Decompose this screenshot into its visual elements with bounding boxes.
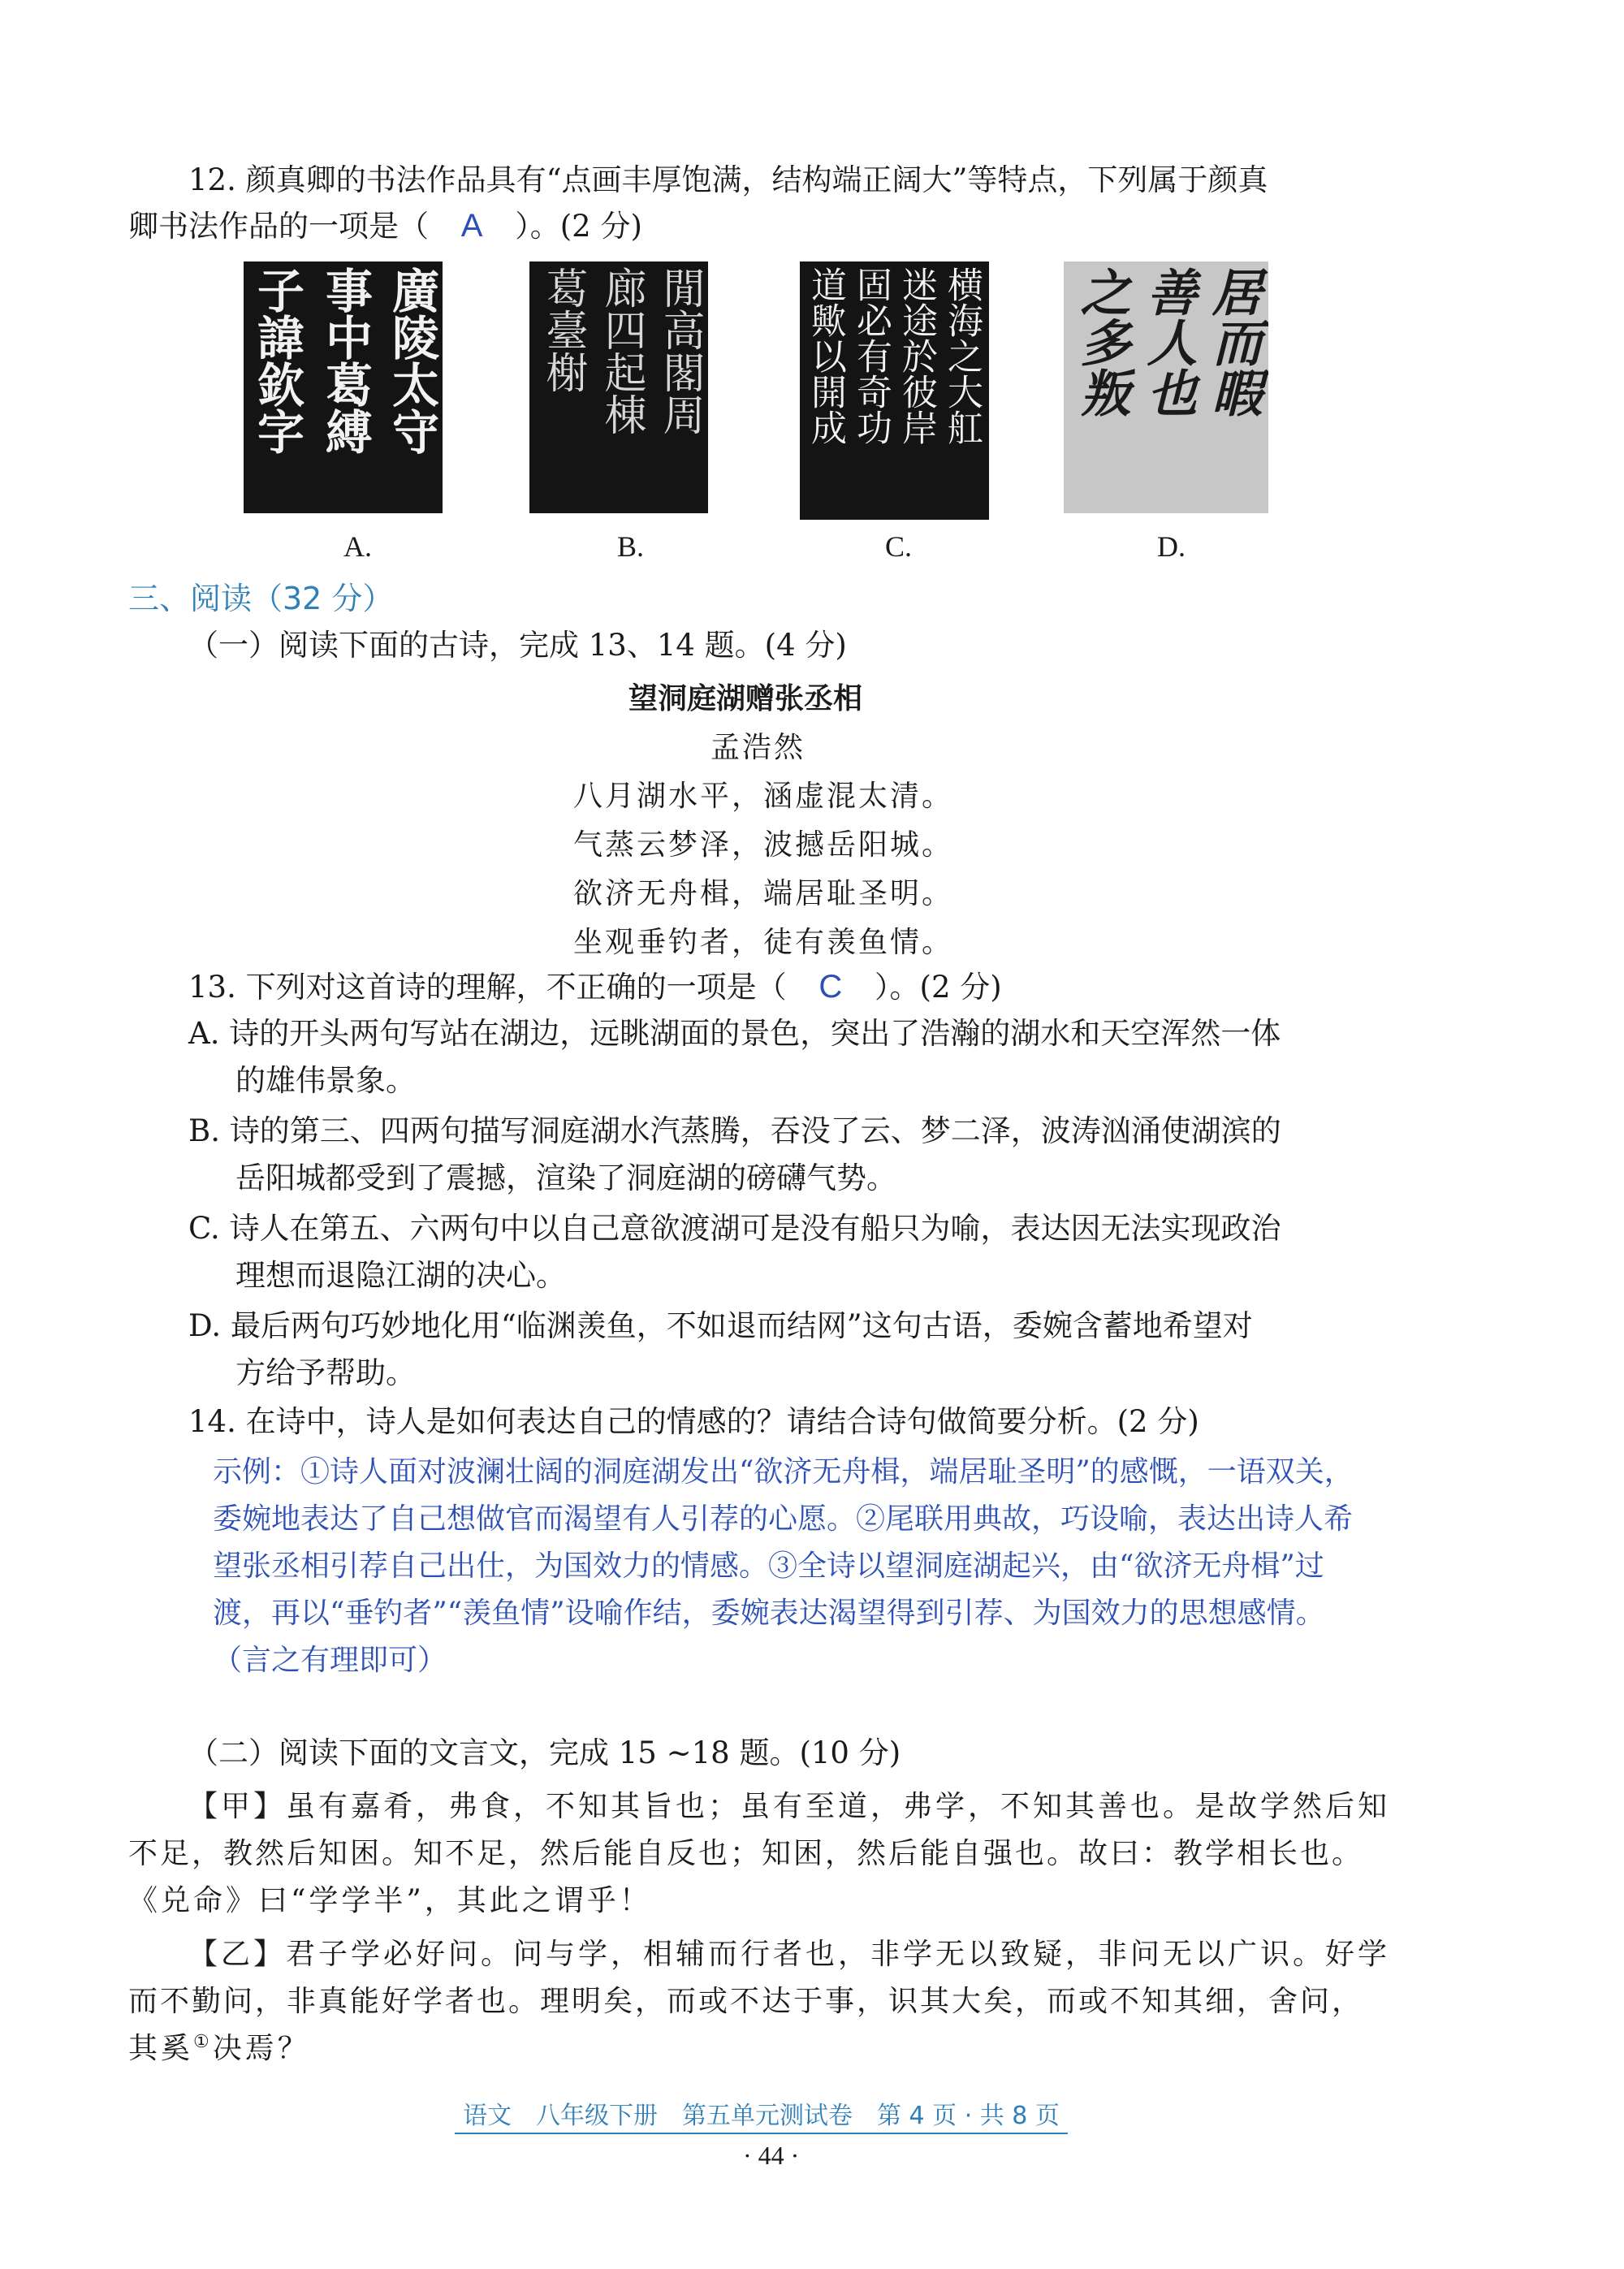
footer-title: 语文 八年级下册 第五单元测试卷 第 4 页 · 共 8 页: [455, 2095, 1068, 2134]
section-heading: 三、阅读（32 分）: [128, 581, 394, 616]
q13-option-d: D. 最后两句巧妙地化用“临渊羡鱼，不如退而结网”这句古语，委婉含蓄地希望对: [188, 1308, 1253, 1343]
q13-answer: C: [818, 969, 843, 1005]
calligraphy-column: 道歟以開成: [805, 266, 846, 445]
poem-line: 八月湖水平，涵虚混太清。: [573, 780, 954, 813]
calligraphy-column: 固必有奇功: [850, 266, 892, 445]
calligraphy-column: 閒高閣周: [655, 266, 704, 435]
calligraphy-sample-a: [244, 261, 443, 513]
q12-line1: 12. 颜真卿的书法作品具有“点画丰厚饱满，结构端正阔大”等特点，下列属于颜真: [188, 162, 1268, 197]
q12-answer: A: [460, 208, 483, 244]
calligraphy-column: 廣陵太守: [384, 266, 439, 455]
page-number: · 44 ·: [743, 2141, 800, 2170]
q13-option-a: A. 诗的开头两句写站在湖边，远眺湖面的景色，突出了浩瀚的湖水和天空浑然一体: [188, 1016, 1281, 1051]
calligraphy-label-b: B.: [617, 530, 645, 563]
q12-line2: [128, 202, 642, 250]
q13-option-d-cont: 方给予帮助。: [235, 1355, 416, 1390]
calligraphy-column: 廊四起棟: [597, 266, 646, 435]
poem-line: 欲济无舟楫，端居耻圣明。: [573, 877, 954, 910]
calligraphy-sample-d: [1064, 261, 1268, 513]
calligraphy-label-d: D.: [1157, 530, 1186, 563]
q14-answer-line: （言之有理即可）: [213, 1644, 447, 1677]
calligraphy-column: 事中葛縛: [317, 266, 373, 455]
part1-intro: （一）阅读下面的古诗，完成 13、14 题。(4 分): [188, 628, 847, 663]
passage-jia-line: 【甲】虽有嘉肴，弗食，不知其旨也；虽有至道，弗学，不知其善也。是故学然后知: [188, 1790, 1391, 1823]
poem-line: 气蒸云梦泽，波撼岳阳城。: [573, 828, 954, 862]
q14-answer-line: 委婉地表达了自己想做官而渴望有人引荐的心愿。②尾联用典故，巧设喻，表达出诗人希: [213, 1502, 1354, 1536]
q13-option-c-cont: 理想而退隐江湖的决心。: [235, 1258, 566, 1293]
calligraphy-column: 之多叛: [1072, 266, 1131, 417]
calligraphy-column: 横海之大舡: [941, 266, 983, 445]
calligraphy-column: 迷途於彼岸: [896, 266, 937, 445]
calligraphy-sample-b: [529, 261, 708, 513]
footnote-marker: ①: [193, 2032, 213, 2052]
passage-yi-text: 决焉？: [212, 2032, 310, 2065]
q13-option-a-cont: 的雄伟景象。: [235, 1063, 416, 1098]
q14-answer-line: 望张丞相引荐自己出仕，为国效力的情感。③全诗以望洞庭湖起兴，由“欲济无舟楫”过: [213, 1549, 1324, 1583]
passage-yi-line: 【乙】君子学必好问。问与学，相辅而行者也，非学无以致疑，非问无以广识。好学: [188, 1938, 1391, 1971]
q12-stem: 卿书法作品的一项是（: [128, 209, 429, 244]
calligraphy-column: 葛臺榭: [538, 266, 587, 393]
calligraphy-label-c: C.: [885, 530, 913, 563]
calligraphy-sample-c: [800, 261, 989, 520]
poem-line: 坐观垂钓者，徒有羡鱼情。: [573, 926, 954, 959]
q13-option-b: B. 诗的第三、四两句描写洞庭湖水汽蒸腾，吞没了云、梦二泽，波涛汹涌使湖滨的: [188, 1113, 1281, 1148]
calligraphy-column: 善人也: [1138, 266, 1198, 417]
poem-title: 望洞庭湖赠张丞相: [628, 682, 863, 715]
passage-jia-line: 《兑命》曰“学学半”，其此之谓乎！: [128, 1884, 652, 1917]
calligraphy-label-a: A.: [343, 530, 372, 563]
passage-yi-line: [128, 2025, 310, 2067]
part2-intro: （二）阅读下面的文言文，完成 15 ~18 题。(10 分): [188, 1735, 901, 1770]
q13-option-b-cont: 岳阳城都受到了震撼，渲染了洞庭湖的磅礴气势。: [235, 1160, 896, 1195]
q13-points: ）。(2 分): [875, 970, 1002, 1005]
q12-points: ）。(2 分): [515, 209, 642, 244]
poem-author: 孟浩然: [710, 731, 806, 764]
calligraphy-column: 子諱欽字: [249, 266, 304, 455]
passage-yi-text: 其奚: [128, 2032, 194, 2065]
q13-option-c: C. 诗人在第五、六两句中以自己意欲渡湖可是没有船只为喻，表达因无法实现政治: [188, 1211, 1281, 1246]
q13-stem: [188, 963, 1002, 1011]
q13-stem-text: 13. 下列对这首诗的理解，不正确的一项是（: [188, 970, 787, 1005]
passage-yi-line: 而不勤问，非真能好学者也。理明矣，而或不达于事，识其大矣，而或不知其细，舍问，: [128, 1985, 1364, 2018]
calligraphy-column: 居而暇: [1203, 266, 1263, 417]
passage-jia-line: 不足，教然后知困。知不足，然后能自反也；知困，然后能自强也。故曰：教学相长也。: [128, 1837, 1364, 1870]
q14-stem: 14. 在诗中，诗人是如何表达自己的情感的？请结合诗句做简要分析。(2 分): [188, 1404, 1199, 1439]
q14-answer-line: 示例：①诗人面对波澜壮阔的洞庭湖发出“欲济无舟楫，端居耻圣明”的感慨，一语双关，: [213, 1455, 1354, 1489]
q14-answer-line: 渡，再以“垂钓者”“羡鱼情”设喻作结，委婉表达渴望得到引荐、为国效力的思想感情。: [213, 1597, 1325, 1630]
